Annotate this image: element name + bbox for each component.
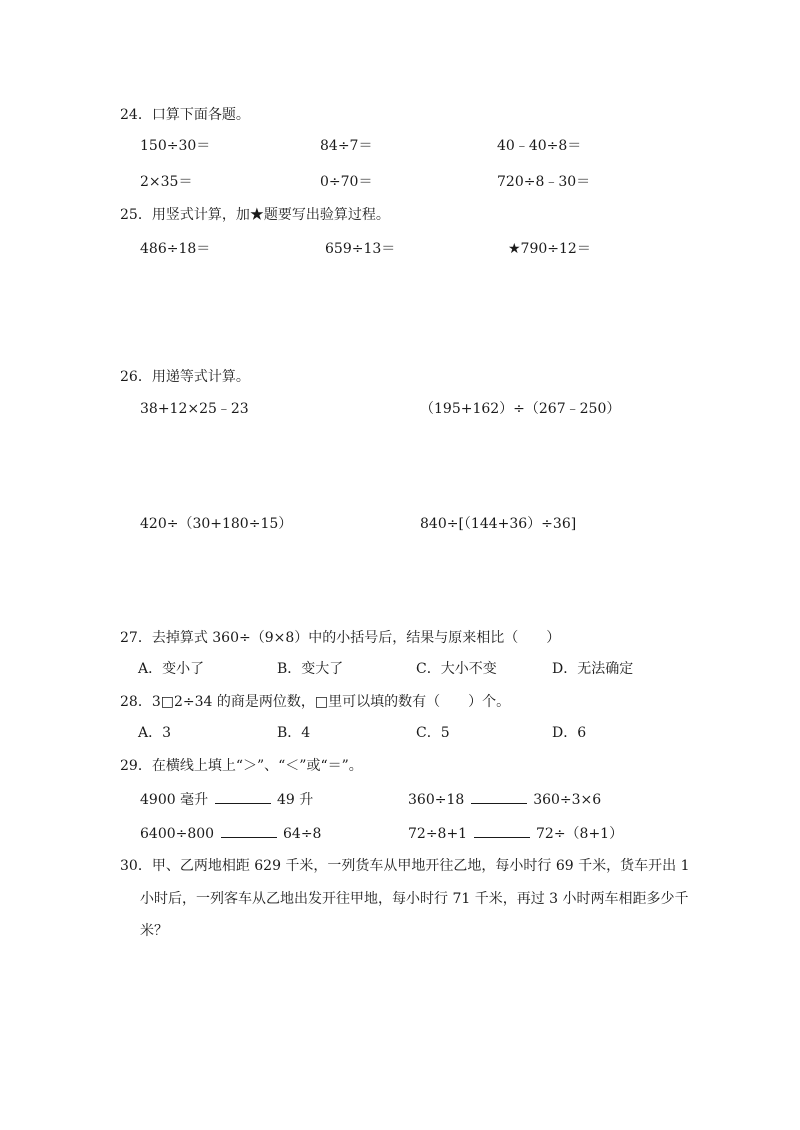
q30-line-3: 米？: [140, 923, 168, 939]
q29-heading: 29．在横线上填上“＞”、“＜”或“＝”。: [120, 758, 363, 774]
q30-line-1: 30．甲、乙两地相距 629 千米，一列货车从甲地开往乙地，每小时行 69 千米，货车开出 1: [120, 858, 690, 874]
q29-pair-1-right: 49 升: [277, 792, 314, 808]
q29-pair-3-left: 6400÷800: [140, 826, 215, 842]
q27-option-b: B．变大了: [277, 661, 344, 677]
q25-item-1: 486÷18＝: [140, 241, 211, 257]
q29-pair-1: [140, 790, 313, 809]
q28-option-d: D．6: [552, 725, 587, 741]
q28-option-b: B．4: [277, 725, 311, 741]
q27-option-c: C．大小不变: [416, 661, 497, 677]
q27-option-d: D．无法确定: [552, 661, 634, 677]
q28-option-c: C．5: [416, 725, 450, 741]
q26-item-1: 38+12×25﹣23: [140, 401, 249, 417]
q24-item-4: 2×35＝: [140, 174, 193, 190]
q29-pair-2-right: 360÷3×6: [533, 792, 602, 808]
q26-item-4: 840÷[（144+36）÷36]: [420, 516, 577, 532]
q29-pair-2-left: 360÷18: [408, 792, 465, 808]
q24-item-5: 0÷70＝: [320, 174, 373, 190]
q29-pair-1-left: 4900 毫升: [140, 792, 209, 808]
q29-pair-4-right: 72÷（8+1）: [536, 826, 624, 842]
q29-answer-blank[interactable]: [215, 790, 271, 804]
q29-pair-4-left: 72÷8+1: [408, 826, 468, 842]
q29-pair-4: [408, 824, 623, 843]
q27-heading: 27．去掉算式 360÷（9×8）中的小括号后，结果与原来相比（ ）: [120, 630, 561, 646]
q26-heading: 26．用递等式计算。: [120, 369, 250, 385]
q28-option-a: A．3: [138, 725, 172, 741]
q24-item-1: 150÷30＝: [140, 138, 211, 154]
q30-line-2: 小时后，一列客车从乙地出发开往甲地，每小时行 71 千米，再过 3 小时两车相距多少千: [140, 891, 689, 907]
q29-answer-blank[interactable]: [474, 824, 530, 838]
q29-pair-3: [140, 824, 321, 843]
q26-item-3: 420÷（30+180÷15）: [140, 516, 293, 532]
q28-heading: 28．3□2÷34 的商是两位数，□里可以填的数有（ ）个。: [120, 694, 511, 710]
q27-option-a: A．变小了: [138, 661, 205, 677]
q25-item-2: 659÷13＝: [325, 241, 396, 257]
q24-item-6: 720÷8﹣30＝: [497, 174, 591, 190]
q24-item-2: 84÷7＝: [320, 138, 373, 154]
q24-item-3: 40﹣40÷8＝: [497, 138, 582, 154]
q26-item-2: （195+162）÷（267﹣250）: [420, 401, 621, 417]
q25-item-3: ★790÷12＝: [508, 241, 591, 257]
q29-answer-blank[interactable]: [221, 824, 277, 838]
q25-heading: 25．用竖式计算，加★题要写出验算过程。: [120, 207, 390, 223]
q29-answer-blank[interactable]: [471, 790, 527, 804]
q29-pair-2: [408, 790, 601, 809]
q29-pair-3-right: 64÷8: [283, 826, 322, 842]
q24-heading: 24．口算下面各题。: [120, 107, 250, 123]
